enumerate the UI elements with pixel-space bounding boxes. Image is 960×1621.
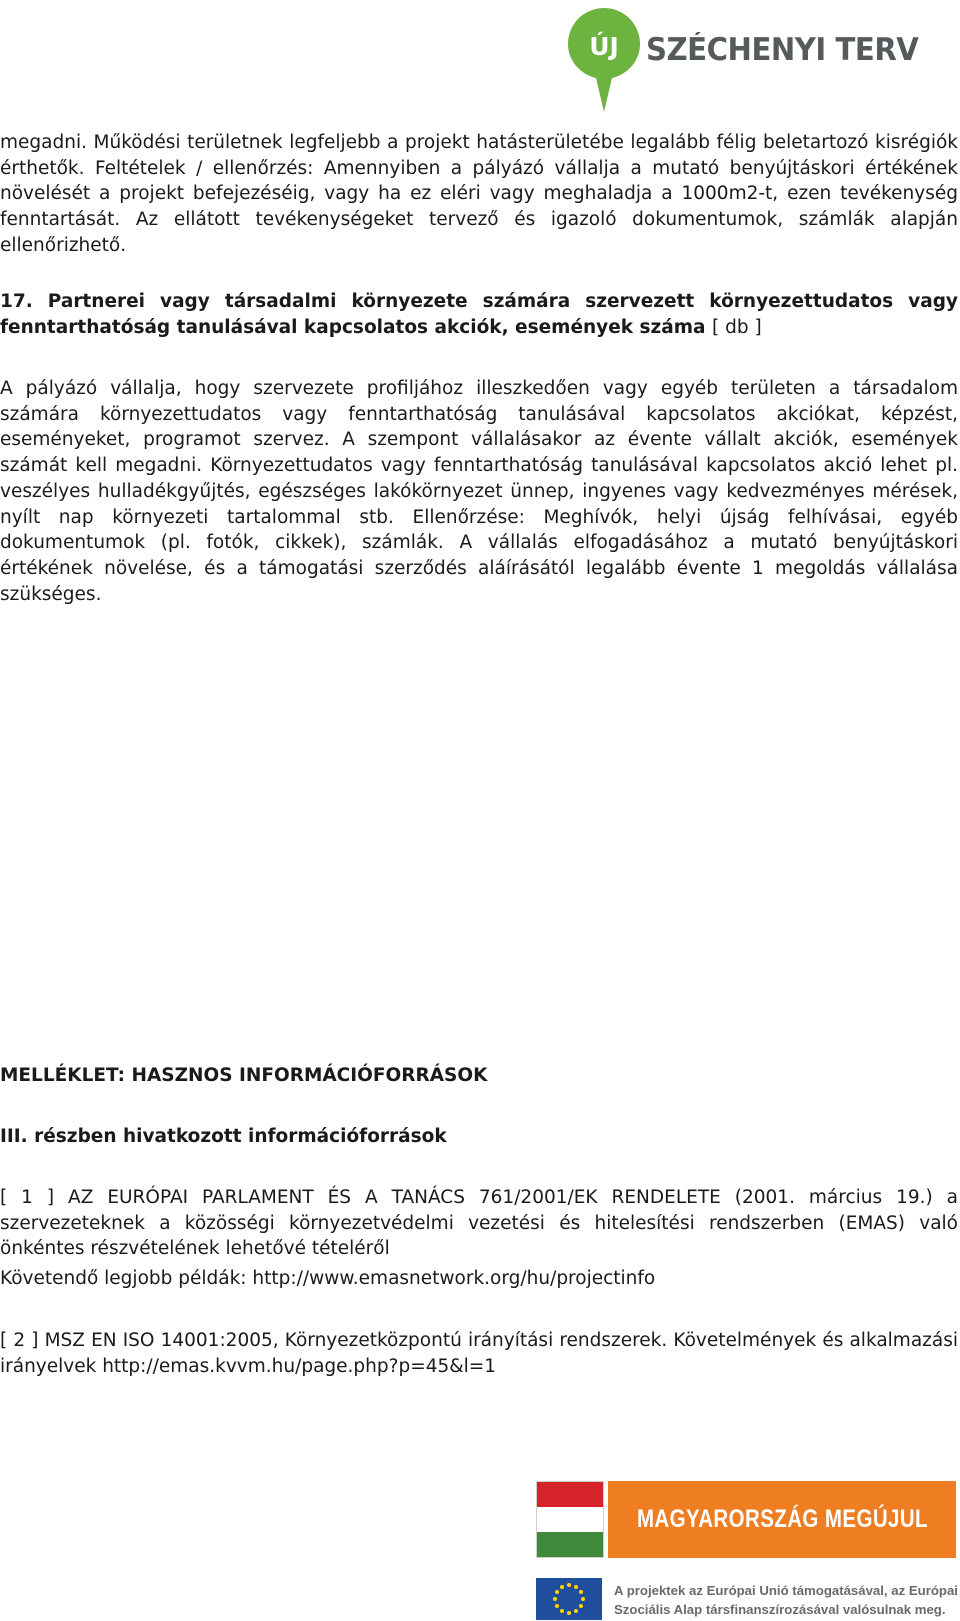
eu-funding-note-line-2: Szociális Alap társfinanszírozásával valósulnak meg. bbox=[614, 1602, 946, 1617]
magyarorszag-megujul-logo bbox=[536, 1481, 957, 1621]
indicator-17-title: 17. Partnerei vagy társadalmi környezete számára szervezett környezettudatos vagy fenntarthatóság tanulásával kapcsolatos akciók, események száma bbox=[0, 291, 958, 338]
logo-wordmark: SZÉCHENYI TERV bbox=[646, 32, 919, 68]
indicator-17-heading bbox=[0, 289, 958, 340]
logo-drop-text: ÚJ bbox=[589, 32, 619, 61]
reference-1: [ 1 ] AZ EURÓPAI PARLAMENT ÉS A TANÁCS 761/2001/EK RENDELETE (2001. március 19.) a szervezeteknek a közösségi környezetvédelmi vezetési és hitelesítési rendszerben (EMAS) való önkéntes részvételének lehetővé tételéről bbox=[0, 1187, 958, 1260]
hungarian-flag-icon bbox=[536, 1481, 604, 1558]
uj-szechenyi-terv-logo bbox=[568, 8, 928, 118]
eu-funding-note-line-1: A projektek az Európai Unió támogatásával, az Európai bbox=[614, 1583, 958, 1598]
indicator-17-unit: [ db ] bbox=[711, 316, 762, 338]
reference-2: [ 2 ] MSZ EN ISO 14001:2005, Környezetközpontú irányítási rendszerek. Követelmények és alkalmazási irányelvek http://emas.kvvm.hu/page.php?p=45&l=1 bbox=[0, 1330, 958, 1377]
banner bbox=[608, 1481, 956, 1558]
indicator-17-description: A pályázó vállalja, hogy szervezete profiljához illeszkedően vagy egyéb területen a társadalom számára környezettudatos vagy fenntarthatóság tanulásával kapcsolatos akciókat, képzést, eseményeket, programot szervez. A szempont vállalásakor az évente vállalt akciók, események számát kell megadni. Környezettudatos vagy fenntarthatóság tanulásával kapcsolatos akció lehet pl. veszélyes hulladékgyűjtés, egészséges lakókörnyezet ünnep, ingyenes vagy kedvezményes mérések, nyílt nap környezeti tartalommal stb. Ellenőrzése: Meghívók, helyi újság felhívásai, egyéb dokumentumok (pl. fotók, cikkek), számlák. A vállalás elfogadásához a mutató benyújtáskori értékének növelése, és a támogatási szerződés aláírásától legalább évente 1 megoldás vállalása szükséges. bbox=[0, 378, 958, 605]
banner-text: MAGYARORSZÁG MEGÚJUL bbox=[636, 1505, 928, 1533]
reference-1-best-practice: Követendő legjobb példák: http://www.emasnetwork.org/hu/projectinfo bbox=[0, 1268, 656, 1289]
paragraph-continuation: megadni. Működési területnek legfeljebb a projekt hatásterületébe legalább félig beletartozó kisrégiók érthetők. Feltételek / ellenőrzés: Amennyiben a pályázó vállalja a mutató benyújtáskori értékének növelését a projekt befejezéséig, vagy ha ez eléri vagy meghaladja a 1000m2-t, ezen tevékenység fenntartását. Az ellátott tevékenységeket tervező és igazoló dokumentumok, számlák alapján ellenőrizhető. bbox=[0, 132, 958, 256]
section-heading: III. részben hivatkozott információforrások bbox=[0, 1126, 447, 1147]
green-drop-icon bbox=[568, 8, 640, 120]
eu-flag-icon bbox=[536, 1578, 602, 1620]
eu-funding-note bbox=[614, 1581, 958, 1619]
annex-heading: MELLÉKLET: HASZNOS INFORMÁCIÓFORRÁSOK bbox=[0, 1065, 488, 1086]
